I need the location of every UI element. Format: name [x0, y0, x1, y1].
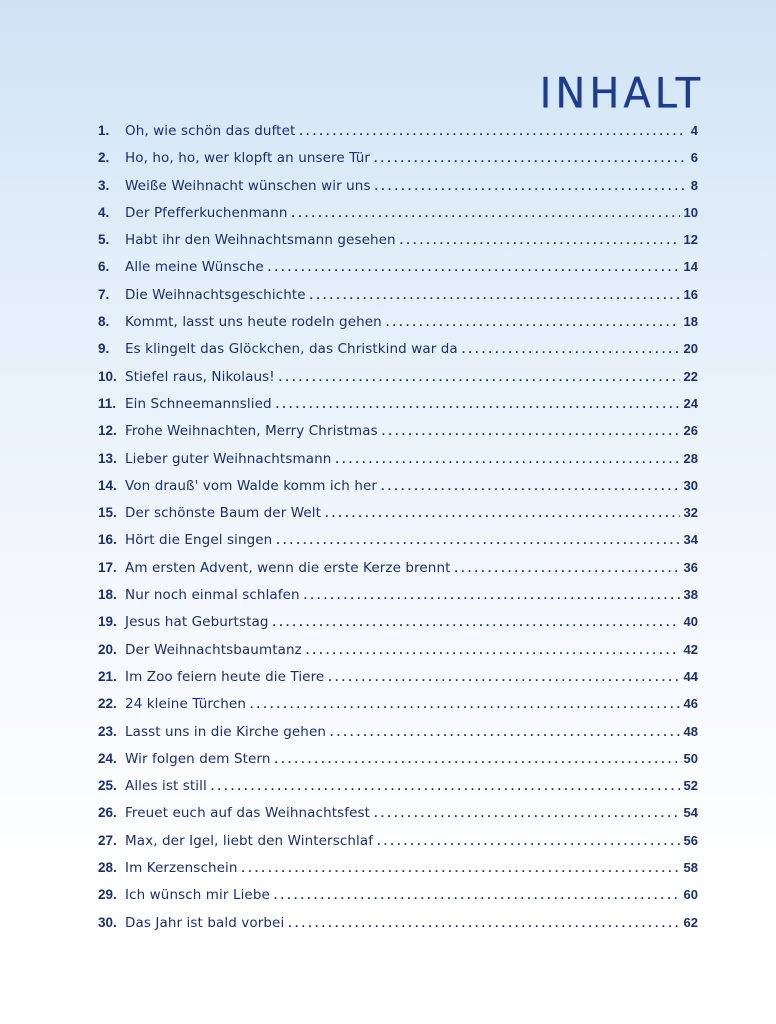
dot-leader — [276, 527, 679, 554]
toc-entry-page: 20 — [683, 341, 698, 357]
toc-entry-page: 4 — [690, 123, 698, 138]
toc-entry — [98, 772, 698, 799]
toc-entry — [98, 663, 698, 690]
toc-entry — [98, 363, 698, 390]
toc-entry-number: 22. — [98, 696, 117, 712]
dot-leader — [242, 855, 680, 882]
toc-entry-page: 12 — [683, 232, 698, 248]
toc-entry-number: 21. — [98, 668, 117, 684]
toc-entry-title: Jesus hat Geburtstag — [125, 614, 269, 631]
dot-leader — [375, 173, 687, 200]
toc-entry — [98, 253, 698, 280]
dot-leader — [374, 145, 687, 172]
toc-entry-title: Von drauß' vom Walde komm ich her — [125, 477, 378, 494]
dot-leader — [381, 473, 679, 500]
page-title: INHALT — [539, 69, 704, 118]
toc-entry-title: Im Kerzenschein — [125, 860, 238, 877]
toc-entry-page: 56 — [683, 832, 698, 848]
toc-entry — [98, 472, 698, 499]
toc-entry-number: 8. — [98, 314, 110, 330]
toc-entry — [98, 608, 698, 635]
table-of-contents — [98, 117, 698, 936]
toc-entry-number: 20. — [98, 641, 117, 657]
dot-leader — [462, 336, 680, 363]
dot-leader — [306, 637, 680, 664]
toc-entry — [98, 226, 698, 253]
dot-leader — [304, 582, 680, 609]
toc-entry-page: 28 — [683, 450, 698, 466]
toc-entry-number: 12. — [98, 423, 117, 439]
toc-entry-title: Wir folgen dem Stern — [125, 750, 271, 767]
toc-entry-number: 19. — [98, 614, 117, 630]
dot-leader — [250, 691, 680, 718]
dot-leader — [330, 719, 680, 746]
toc-entry-page: 42 — [683, 641, 698, 657]
toc-entry-number: 3. — [98, 177, 110, 193]
toc-entry-number: 28. — [98, 860, 117, 876]
toc-entry-title: Der schönste Baum der Welt — [125, 505, 322, 522]
dot-leader — [274, 746, 679, 773]
toc-entry-page: 54 — [683, 805, 698, 821]
toc-entry-title: Der Pfefferkuchenmann — [125, 204, 288, 221]
toc-entry-page: 36 — [683, 559, 698, 575]
toc-entry-title: Frohe Weihnachten, Merry Christmas — [125, 423, 378, 440]
toc-entry-page: 10 — [683, 204, 698, 220]
toc-entry-page: 16 — [683, 286, 698, 302]
toc-entry-number: 16. — [98, 532, 117, 548]
dot-leader — [328, 664, 679, 691]
toc-entry — [98, 499, 698, 526]
dot-leader — [279, 364, 680, 391]
dot-leader — [276, 391, 680, 418]
toc-entry — [98, 554, 698, 581]
dot-leader — [273, 609, 680, 636]
toc-entry-page: 32 — [683, 505, 698, 521]
dot-leader — [288, 910, 679, 937]
toc-entry — [98, 718, 698, 745]
toc-entry — [98, 745, 698, 772]
toc-entry-page: 50 — [683, 750, 698, 766]
toc-entry — [98, 526, 698, 553]
toc-entry-title: Alle meine Wünsche — [125, 259, 264, 276]
toc-entry-number: 6. — [98, 259, 110, 275]
toc-entry — [98, 417, 698, 444]
toc-entry-page: 34 — [683, 532, 698, 548]
toc-entry — [98, 144, 698, 171]
toc-entry-title: Weiße Weihnacht wünschen wir uns — [125, 177, 371, 194]
toc-entry-number: 17. — [98, 559, 117, 575]
toc-entry — [98, 117, 698, 144]
toc-entry-number: 15. — [98, 505, 117, 521]
toc-entry-number: 29. — [98, 887, 117, 903]
dot-leader — [382, 418, 680, 445]
toc-entry-title: Der Weihnachtsbaumtanz — [125, 641, 302, 658]
toc-entry-title: Ein Schneemannslied — [125, 395, 272, 412]
toc-entry-title: Es klingelt das Glöckchen, das Christkind war da — [125, 341, 458, 358]
dot-leader — [299, 118, 686, 145]
toc-entry-page: 14 — [683, 259, 698, 275]
toc-entry-page: 8 — [690, 177, 698, 193]
toc-entry-title: Lieber guter Weihnachtsmann — [125, 450, 332, 467]
toc-entry-page: 38 — [683, 587, 698, 603]
toc-entry-number: 30. — [98, 914, 117, 930]
toc-entry-number: 18. — [98, 587, 117, 603]
toc-entry-title: Freuet euch auf das Weihnachtsfest — [125, 805, 371, 822]
toc-entry — [98, 854, 698, 881]
toc-entry-number: 10. — [98, 368, 117, 384]
toc-entry — [98, 881, 698, 908]
dot-leader — [377, 828, 679, 855]
toc-entry — [98, 799, 698, 826]
toc-entry-page: 58 — [683, 860, 698, 876]
toc-entry-title: Alles ist still — [125, 778, 207, 795]
toc-entry — [98, 636, 698, 663]
toc-entry-title: Die Weihnachtsgeschichte — [125, 286, 306, 303]
toc-entry-title: Oh, wie schön das duftet — [125, 123, 296, 139]
toc-entry — [98, 445, 698, 472]
toc-entry-number: 2. — [98, 150, 110, 166]
toc-entry-number: 4. — [98, 204, 110, 220]
toc-entry-title: Stiefel raus, Nikolaus! — [125, 368, 275, 385]
toc-entry — [98, 172, 698, 199]
toc-entry-page: 52 — [683, 778, 698, 794]
toc-entry-title: Nur noch einmal schlafen — [125, 587, 300, 604]
toc-entry-number: 13. — [98, 450, 117, 466]
toc-entry-page: 48 — [683, 723, 698, 739]
toc-entry — [98, 690, 698, 717]
toc-entry-page: 60 — [683, 887, 698, 903]
toc-entry-title: Im Zoo feiern heute die Tiere — [125, 668, 325, 685]
dot-leader — [211, 773, 680, 800]
toc-entry-number: 23. — [98, 723, 117, 739]
dot-leader — [325, 500, 679, 527]
toc-entry-page: 26 — [683, 423, 698, 439]
toc-entry-page: 24 — [683, 395, 698, 411]
toc-entry-page: 44 — [683, 668, 698, 684]
dot-leader — [386, 309, 680, 336]
toc-entry — [98, 827, 698, 854]
toc-entry — [98, 281, 698, 308]
dot-leader — [292, 200, 680, 227]
toc-entry-page: 22 — [683, 368, 698, 384]
toc-entry-title: Habt ihr den Weihnachtsmann gesehen — [125, 232, 396, 249]
toc-entry-number: 1. — [98, 123, 110, 138]
toc-entry-number: 24. — [98, 750, 117, 766]
toc-entry-number: 27. — [98, 832, 117, 848]
toc-entry-number: 25. — [98, 778, 117, 794]
dot-leader — [374, 800, 679, 827]
toc-entry-title: Kommt, lasst uns heute rodeln gehen — [125, 314, 382, 331]
dot-leader — [310, 282, 680, 309]
toc-entry-page: 62 — [683, 914, 698, 930]
dot-leader — [455, 555, 680, 582]
dot-leader — [274, 882, 680, 909]
toc-entry-number: 11. — [98, 395, 117, 411]
toc-entry-title: Lasst uns in die Kirche gehen — [125, 723, 327, 740]
toc-entry — [98, 335, 698, 362]
toc-entry-page: 6 — [690, 150, 698, 166]
toc-entry-number: 7. — [98, 286, 110, 302]
toc-entry — [98, 199, 698, 226]
toc-entry-number: 14. — [98, 477, 117, 493]
toc-entry-title: Hört die Engel singen — [125, 532, 273, 549]
toc-entry-title: Am ersten Advent, wenn die erste Kerze brennt — [125, 559, 451, 576]
toc-entry — [98, 909, 698, 936]
toc-entry-title: Ich wünsch mir Liebe — [125, 887, 270, 904]
toc-entry-number: 26. — [98, 805, 117, 821]
toc-entry-title: Max, der Igel, liebt den Winterschlaf — [125, 832, 374, 849]
toc-entry — [98, 581, 698, 608]
toc-entry — [98, 390, 698, 417]
dot-leader — [268, 254, 680, 281]
toc-entry-page: 30 — [683, 477, 698, 493]
toc-entry-number: 5. — [98, 232, 110, 248]
toc-entry-title: Das Jahr ist bald vorbei — [125, 914, 285, 931]
toc-entry-page: 40 — [683, 614, 698, 630]
dot-leader — [400, 227, 680, 254]
toc-entry-page: 18 — [683, 314, 698, 330]
toc-entry-title: Ho, ho, ho, wer klopft an unsere Tür — [125, 150, 370, 167]
toc-entry-number: 9. — [98, 341, 110, 357]
toc-entry-title: 24 kleine Türchen — [125, 696, 246, 713]
toc-entry — [98, 308, 698, 335]
toc-entry-page: 46 — [683, 696, 698, 712]
dot-leader — [335, 446, 679, 473]
